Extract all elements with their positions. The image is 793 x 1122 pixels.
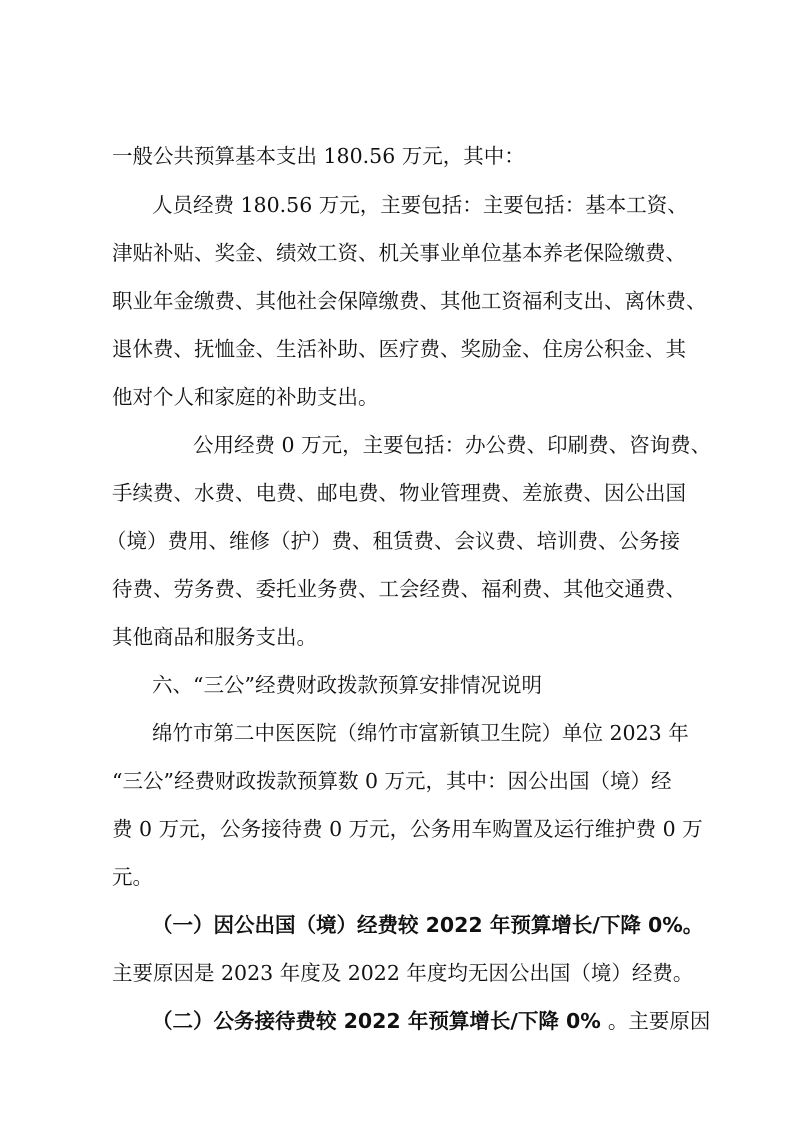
paragraph-line-basic-expenditure: 一般公共预算基本支出 180.56 万元，其中： [112, 144, 525, 168]
paragraph-line: “三公”经费财政拨款预算数 0 万元，其中：因公出国（境）经 [112, 769, 672, 793]
paragraph-line-public-expenses: 公用经费 0 万元，主要包括：办公费、印刷费、咨询费、 [193, 433, 712, 457]
paragraph-line: 其他商品和服务支出。 [112, 625, 317, 649]
paragraph-line: 他对个人和家庭的补助支出。 [112, 385, 379, 409]
paragraph-line: （境）费用、维修（护）费、租赁费、会议费、培训费、公务接 [106, 529, 680, 553]
subheading-reception: （二）公务接待费较 2022 年预算增长/下降 0% [152, 1009, 608, 1033]
section-heading-three-public: 六、“三公”经费财政拨款预算安排情况说明 [152, 673, 542, 697]
paragraph-line: 津贴补贴、奖金、绩效工资、机关事业单位基本养老保险缴费、 [112, 241, 686, 265]
subheading-overseas-travel: （一）因公出国（境）经费较 2022 年预算增长/下降 0%。 [152, 913, 704, 937]
paragraph-line: 手续费、水费、电费、邮电费、物业管理费、差旅费、因公出国 [112, 481, 686, 505]
paragraph-line: 职业年金缴费、其他社会保障缴费、其他工资福利支出、离休费、 [112, 289, 707, 313]
paragraph-line-personnel-expenses: 人员经费 180.56 万元，主要包括：主要包括：基本工资、 [152, 193, 688, 217]
paragraph-line: 退休费、抚恤金、生活补助、医疗费、奖励金、住房公积金、其 [112, 337, 686, 361]
paragraph-fragment: 。主要原因 [607, 1009, 711, 1033]
paragraph-line: 费 0 万元，公务接待费 0 万元，公务用车购置及运行维护费 0 万 [112, 817, 703, 841]
paragraph-line-three-public-budget: 绵竹市第二中医医院（绵竹市富新镇卫生院）单位 2023 年 [152, 721, 689, 745]
subheading-reception-row [152, 1001, 792, 1041]
paragraph-line: 待费、劳务费、委托业务费、工会经费、福利费、其他交通费、 [112, 577, 686, 601]
paragraph-line: 元。 [112, 865, 153, 889]
paragraph-line: 主要原因是 2023 年度及 2022 年度均无因公出国（境）经费。 [112, 961, 694, 985]
